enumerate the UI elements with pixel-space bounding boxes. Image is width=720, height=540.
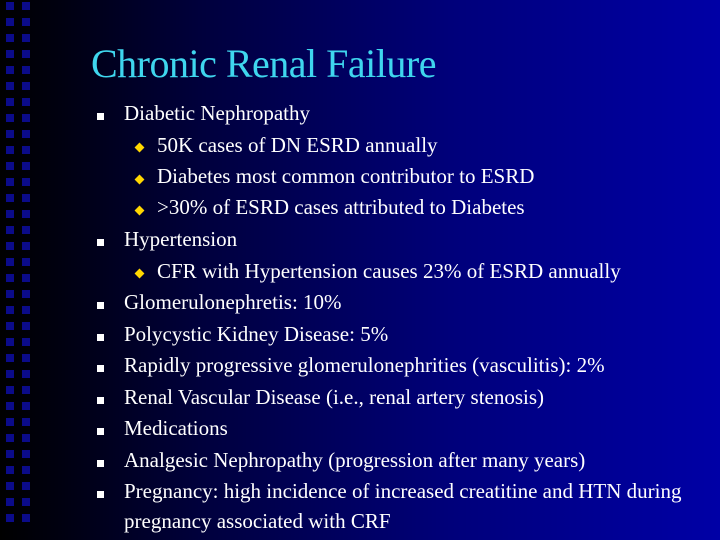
square-bullet-icon <box>97 428 104 435</box>
sub-bullet-item: 50K cases of DN ESRD annually <box>157 133 438 157</box>
bullet-item: Hypertension <box>124 227 238 251</box>
square-bullet-icon <box>97 460 104 467</box>
bullet-item: Rapidly progressive glomerulonephrities (vasculitis): 2% <box>124 353 605 377</box>
square-bullet-icon <box>97 302 104 309</box>
square-bullet-icon <box>97 334 104 341</box>
bullet-item: Medications <box>124 416 228 440</box>
diamond-bullet-icon <box>135 269 145 279</box>
diamond-bullet-icon <box>135 175 145 185</box>
square-bullet-icon <box>97 113 104 120</box>
diamond-bullet-icon <box>135 143 145 153</box>
sub-bullet-item: CFR with Hypertension causes 23% of ESRD annually <box>157 259 621 283</box>
square-bullet-icon <box>97 491 104 498</box>
square-bullet-icon <box>97 365 104 372</box>
bullet-item: Glomerulonephretis: 10% <box>124 290 342 314</box>
sub-bullet-item: >30% of ESRD cases attributed to Diabetes <box>157 195 525 219</box>
diamond-bullet-icon <box>135 206 145 216</box>
bullet-item: Renal Vascular Disease (i.e., renal artery stenosis) <box>124 385 545 409</box>
bullet-item: Pregnancy: high incidence of increased creatitine and HTN during pregnancy associated with CRF <box>124 479 682 533</box>
slide-title: Chronic Renal Failure <box>91 41 436 86</box>
square-bullet-icon <box>97 239 104 246</box>
bullet-item: Polycystic Kidney Disease: 5% <box>124 322 389 346</box>
bullet-item: Diabetic Nephropathy <box>124 101 311 125</box>
sub-bullet-item: Diabetes most common contributor to ESRD <box>157 164 535 188</box>
bullet-item: Analgesic Nephropathy (progression after many years) <box>124 448 586 472</box>
square-bullet-icon <box>97 397 104 404</box>
